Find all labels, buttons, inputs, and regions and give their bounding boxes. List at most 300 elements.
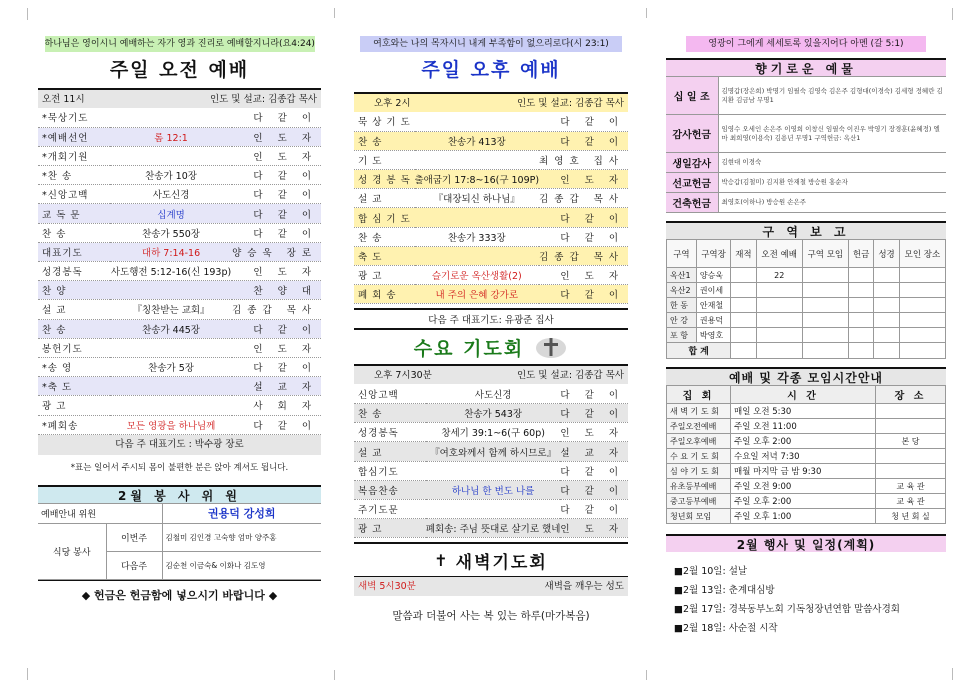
service-row bbox=[38, 108, 321, 127]
item-detail bbox=[110, 396, 232, 415]
schedule-title: 2월 행사 및 일정(계획) bbox=[666, 534, 946, 552]
district-enrolled bbox=[731, 268, 756, 283]
meeting-header-row bbox=[667, 386, 946, 404]
item-leader: 인 도 자 bbox=[539, 266, 628, 285]
staff-role: 예배안내 위원 bbox=[38, 503, 162, 523]
item-leader: 인 도 자 bbox=[232, 127, 321, 146]
info-column bbox=[666, 28, 946, 648]
item-detail: 내 주의 은혜 강가로 bbox=[415, 285, 540, 304]
praying-hands-icon bbox=[534, 334, 568, 360]
item-leader: 다 같 이 bbox=[539, 208, 628, 227]
item-name: 성 경 봉 독 bbox=[354, 170, 415, 189]
item-detail: 롬 12:1 bbox=[110, 127, 232, 146]
item-detail: 슬기로운 옥산생활(2) bbox=[415, 266, 540, 285]
district-cell bbox=[848, 343, 873, 359]
item-leader: 다 같 이 bbox=[560, 404, 628, 423]
item-detail: 출애굽기 17:8~16(구 109P) bbox=[415, 170, 540, 189]
district-row bbox=[667, 283, 946, 298]
item-leader: 인 도 자 bbox=[560, 519, 628, 538]
district-table bbox=[666, 239, 946, 359]
item-leader: 다 같 이 bbox=[232, 166, 321, 185]
item-name: *예배선언 bbox=[38, 127, 110, 146]
item-leader: 인 도 자 bbox=[232, 146, 321, 165]
service-header bbox=[38, 88, 321, 108]
service-row bbox=[354, 480, 628, 499]
item-detail: 사도행전 5:12-16(신 193p) bbox=[110, 262, 232, 281]
item-detail: 사도신경 bbox=[110, 185, 232, 204]
item-detail: 찬송가 550장 bbox=[110, 223, 232, 242]
item-leader: 다 같 이 bbox=[560, 461, 628, 480]
service-row bbox=[354, 170, 628, 189]
item-leader: 김종갑 목사 bbox=[539, 246, 628, 265]
dawn-info bbox=[354, 576, 628, 596]
service-row bbox=[354, 500, 628, 519]
item-leader: 김종갑 목사 bbox=[232, 300, 321, 319]
item-name: 광 고 bbox=[354, 266, 415, 285]
item-leader: 다 같 이 bbox=[539, 131, 628, 150]
district-cell bbox=[802, 343, 848, 359]
fold-mark bbox=[646, 8, 647, 18]
district-cell bbox=[802, 328, 848, 343]
district-col-header: 헌금 bbox=[848, 240, 873, 268]
item-leader: 인 도 자 bbox=[232, 262, 321, 281]
meeting-place: 청 년 회 실 bbox=[876, 509, 946, 524]
morning-service-column bbox=[38, 28, 321, 609]
district-cell bbox=[848, 268, 873, 283]
item-leader: 설 교 자 bbox=[560, 442, 628, 461]
item-name: 찬 송 bbox=[354, 404, 426, 423]
offering-row bbox=[666, 77, 946, 115]
order-of-worship bbox=[354, 112, 628, 304]
item-detail: 찬송가 445장 bbox=[110, 319, 232, 338]
district-cell bbox=[874, 298, 899, 313]
dawn-desc: 새벽을 깨우는 성도 bbox=[544, 581, 624, 593]
item-name: 찬 송 bbox=[38, 223, 110, 242]
district-cell bbox=[899, 313, 945, 328]
meeting-name: 중고등부예배 bbox=[667, 494, 731, 509]
item-name: *축 도 bbox=[38, 377, 110, 396]
wednesday-service-header bbox=[354, 364, 628, 384]
meeting-place bbox=[876, 464, 946, 479]
district-cell bbox=[899, 328, 945, 343]
district-col-header: 구역 모임 bbox=[802, 240, 848, 268]
service-row bbox=[38, 396, 321, 415]
item-name: 축 도 bbox=[354, 246, 415, 265]
meeting-name: 심 야 기 도 회 bbox=[667, 464, 731, 479]
item-leader: 사 회 자 bbox=[232, 396, 321, 415]
district-am bbox=[756, 283, 802, 298]
schedule-item: ■2월 17일: 경북동부노회 기독청장년연합 말씀사경회 bbox=[674, 604, 900, 615]
item-leader: 다 같 이 bbox=[539, 285, 628, 304]
district-leader: 양승욱 bbox=[696, 268, 730, 283]
district-area: 포 항 bbox=[667, 328, 697, 343]
item-detail bbox=[110, 281, 232, 300]
district-col-header: 성경 bbox=[874, 240, 899, 268]
order-of-worship bbox=[38, 108, 321, 435]
district-cell bbox=[874, 328, 899, 343]
offering-row bbox=[666, 115, 946, 153]
meeting-place bbox=[876, 404, 946, 419]
meeting-row bbox=[667, 449, 946, 464]
item-detail: 모든 영광을 하나님께 bbox=[110, 415, 232, 434]
service-row bbox=[38, 204, 321, 223]
item-leader: 설 교 자 bbox=[232, 377, 321, 396]
crop-mark bbox=[16, 668, 28, 680]
next-prayer: 다음 주 대표기도 : 박수광 장로 bbox=[38, 435, 321, 455]
service-row bbox=[38, 338, 321, 357]
district-cell bbox=[874, 268, 899, 283]
item-name: 묵 상 기 도 bbox=[354, 112, 415, 131]
crop-mark bbox=[952, 668, 964, 680]
meeting-name: 청년회 모임 bbox=[667, 509, 731, 524]
meeting-time: 주일 오전 11:00 bbox=[731, 419, 876, 434]
meeting-place: 교 육 관 bbox=[876, 494, 946, 509]
fold-mark bbox=[334, 670, 335, 680]
meeting-time: 매일 오전 5:30 bbox=[731, 404, 876, 419]
service-row bbox=[354, 519, 628, 538]
item-name: 설 교 bbox=[354, 189, 415, 208]
item-leader: 인 도 자 bbox=[539, 170, 628, 189]
district-area: 옥산1 bbox=[667, 268, 697, 283]
offering-notice: ◆ 헌금은 헌금함에 넣으시기 바랍니다 ◆ bbox=[38, 580, 321, 609]
service-row bbox=[354, 150, 628, 169]
service-row bbox=[38, 166, 321, 185]
district-am bbox=[756, 298, 802, 313]
offering-table bbox=[666, 76, 946, 213]
district-cell bbox=[848, 328, 873, 343]
service-leader: 인도 및 설교: 김종갑 목사 bbox=[209, 94, 317, 105]
meeting-title: 예배 및 각종 모임시간안내 bbox=[666, 367, 946, 385]
item-name: 기 도 bbox=[354, 150, 415, 169]
meeting-col-header: 집 회 bbox=[667, 386, 731, 404]
item-name: 교 독 문 bbox=[38, 204, 110, 223]
wednesday-time: 오후 7시30분 bbox=[374, 370, 432, 382]
offering-title: 향기로운 예물 bbox=[666, 58, 946, 76]
item-leader: 인 도 자 bbox=[560, 423, 628, 442]
staff-week: 다음주 bbox=[106, 551, 162, 579]
crop-mark bbox=[16, 8, 28, 20]
district-area: 한 동 bbox=[667, 298, 697, 313]
offering-label: 건축헌금 bbox=[666, 193, 718, 213]
service-leader: 인도 및 설교: 김종갑 목사 bbox=[516, 98, 624, 109]
item-leader: 다 같 이 bbox=[560, 480, 628, 499]
fold-mark bbox=[334, 8, 335, 18]
item-detail: 찬송가 10장 bbox=[110, 166, 232, 185]
meeting-row bbox=[667, 434, 946, 449]
item-name: 찬 송 bbox=[354, 131, 415, 150]
service-row bbox=[354, 404, 628, 423]
item-leader: 다 같 이 bbox=[232, 223, 321, 242]
item-leader: 다 같 이 bbox=[539, 112, 628, 131]
item-name: 신앙고백 bbox=[354, 384, 426, 403]
item-leader: 양승욱 장로 bbox=[232, 242, 321, 261]
standing-note: *표는 일어서 주시되 몸이 불편한 분은 앉아 계셔도 됩니다. bbox=[70, 462, 289, 473]
meeting-time: 주일 오후 1:00 bbox=[731, 509, 876, 524]
schedule-item: ■2월 13일: 춘계대심방 bbox=[674, 585, 775, 596]
service-row bbox=[38, 319, 321, 338]
offering-row bbox=[666, 173, 946, 193]
service-row bbox=[38, 300, 321, 319]
offering-names: 김명갑(장은희) 박명기 임필숙 김영숙 김은주 김형대(이경숙) 김세형 정혜란 김지환 김금남 무명1 bbox=[718, 77, 946, 115]
staff-names: 김철미 김인경 고숙향 엄마 양주홍 bbox=[162, 523, 321, 551]
fold-mark bbox=[646, 670, 647, 680]
item-detail bbox=[110, 377, 232, 396]
offering-names: 김현대 이경숙 bbox=[718, 153, 946, 173]
meeting-name: 주일오후예배 bbox=[667, 434, 731, 449]
meeting-name: 유초등부예배 bbox=[667, 479, 731, 494]
district-am bbox=[756, 328, 802, 343]
dawn-header bbox=[354, 542, 628, 576]
district-area: 옥산2 bbox=[667, 283, 697, 298]
district-enrolled bbox=[731, 283, 756, 298]
meeting-time: 주일 오전 9:00 bbox=[731, 479, 876, 494]
item-name: 찬 양 bbox=[38, 281, 110, 300]
page-title: 주일 오후 예배 bbox=[421, 59, 561, 81]
item-detail bbox=[415, 150, 540, 169]
service-row bbox=[38, 281, 321, 300]
offering-row bbox=[666, 153, 946, 173]
service-row bbox=[354, 112, 628, 131]
meeting-time: 주일 오후 2:00 bbox=[731, 494, 876, 509]
item-name: 주기도문 bbox=[354, 500, 426, 519]
staff-names: 김순천 이금숙& 이화나 김도영 bbox=[162, 551, 321, 579]
district-enrolled bbox=[731, 298, 756, 313]
item-name: 찬 송 bbox=[354, 227, 415, 246]
item-detail: 『칭찬받는 교회』 bbox=[110, 300, 232, 319]
verse-banner: 하나님은 영이시니 예배하는 자가 영과 진리로 예배할지니라(요4:24) bbox=[45, 36, 315, 52]
service-row bbox=[38, 185, 321, 204]
meeting-row bbox=[667, 404, 946, 419]
wednesday-title: 수요 기도회 bbox=[413, 337, 525, 360]
service-time: 오후 2시 bbox=[374, 98, 411, 109]
item-detail: 찬송가 5장 bbox=[110, 357, 232, 376]
district-col-header: 재적 bbox=[731, 240, 756, 268]
district-leader: 권용덕 bbox=[696, 313, 730, 328]
district-col-header: 모인 장소 bbox=[899, 240, 945, 268]
service-row bbox=[354, 442, 628, 461]
service-row bbox=[38, 127, 321, 146]
offering-label: 선교헌금 bbox=[666, 173, 718, 193]
offering-names: 임영수 오세인 손은주 이영희 이창신 임필숙 이진우 박영기 장경훈(윤혜정) 엘마 최희영(이용숙) 김용년 무명1 구역헌금: 옥산1 bbox=[718, 115, 946, 153]
meeting-table bbox=[666, 385, 946, 524]
item-detail bbox=[110, 108, 232, 127]
item-name: 설 교 bbox=[38, 300, 110, 319]
district-cell bbox=[802, 298, 848, 313]
district-enrolled bbox=[731, 328, 756, 343]
district-total-row bbox=[667, 343, 946, 359]
district-header-row bbox=[667, 240, 946, 268]
verse-banner: 영광이 그에게 세세토록 있을지어다 아멘 (갈 5:1) bbox=[686, 36, 926, 52]
meeting-row bbox=[667, 479, 946, 494]
service-row bbox=[38, 262, 321, 281]
district-row bbox=[667, 313, 946, 328]
item-leader: 다 같 이 bbox=[560, 500, 628, 519]
item-name: 복음찬송 bbox=[354, 480, 426, 499]
item-detail: 폐회송: 주님 뜻대로 살기로 했네 bbox=[426, 519, 561, 538]
district-cell bbox=[899, 268, 945, 283]
offering-label: 십 일 조 bbox=[666, 77, 718, 115]
cross-icon: ✝ bbox=[434, 550, 448, 570]
item-name: 광 고 bbox=[354, 519, 426, 538]
meeting-time: 매월 마지막 금 밤 9:30 bbox=[731, 464, 876, 479]
item-detail bbox=[415, 208, 540, 227]
service-row bbox=[354, 189, 628, 208]
district-cell bbox=[899, 298, 945, 313]
district-title: 구 역 보 고 bbox=[666, 221, 946, 239]
district-leader: 권이세 bbox=[696, 283, 730, 298]
item-name: 합 심 기 도 bbox=[354, 208, 415, 227]
district-am bbox=[756, 313, 802, 328]
wednesday-order bbox=[354, 384, 628, 538]
service-row bbox=[38, 377, 321, 396]
meeting-time: 수요일 저녁 7:30 bbox=[731, 449, 876, 464]
staff-title: 2월 봉 사 위 원 bbox=[38, 485, 321, 503]
district-cell bbox=[848, 313, 873, 328]
staff-week: 이번주 bbox=[106, 523, 162, 551]
item-name: 봉헌기도 bbox=[38, 338, 110, 357]
meeting-name: 주일오전예배 bbox=[667, 419, 731, 434]
item-leader: 김종갑 목사 bbox=[539, 189, 628, 208]
meeting-place bbox=[876, 419, 946, 434]
meeting-row bbox=[667, 494, 946, 509]
item-name: *폐회송 bbox=[38, 415, 110, 434]
district-cell bbox=[874, 283, 899, 298]
item-leader: 다 같 이 bbox=[232, 357, 321, 376]
item-leader: 찬 양 대 bbox=[232, 281, 321, 300]
item-detail: 찬송가 413장 bbox=[415, 131, 540, 150]
offering-label: 생일감사 bbox=[666, 153, 718, 173]
meeting-col-header: 장 소 bbox=[876, 386, 946, 404]
item-leader: 다 같 이 bbox=[232, 319, 321, 338]
item-detail bbox=[426, 461, 561, 480]
offering-row bbox=[666, 193, 946, 213]
verse-banner: 여호와는 나의 목자시니 내게 부족함이 없으리로다(시 23:1) bbox=[360, 36, 622, 52]
service-row bbox=[354, 461, 628, 480]
item-name: *찬 송 bbox=[38, 166, 110, 185]
meeting-place: 본 당 bbox=[876, 434, 946, 449]
district-row bbox=[667, 268, 946, 283]
dawn-title: 새벽기도회 bbox=[455, 552, 548, 573]
schedule-item: ■2월 18일: 사순절 시작 bbox=[674, 623, 778, 634]
item-leader: 다 같 이 bbox=[232, 415, 321, 434]
service-row bbox=[354, 227, 628, 246]
district-cell bbox=[802, 313, 848, 328]
district-cell bbox=[756, 343, 802, 359]
meeting-row bbox=[667, 419, 946, 434]
item-leader: 최영호 집사 bbox=[539, 150, 628, 169]
item-detail bbox=[426, 500, 561, 519]
district-row bbox=[667, 298, 946, 313]
service-row bbox=[38, 242, 321, 261]
item-name: *신앙고백 bbox=[38, 185, 110, 204]
item-name: *개회기원 bbox=[38, 146, 110, 165]
district-cell bbox=[874, 343, 899, 359]
service-time: 오전 11시 bbox=[42, 94, 85, 105]
item-detail bbox=[415, 112, 540, 131]
item-name: 광 고 bbox=[38, 396, 110, 415]
district-col-header: 구역 bbox=[667, 240, 697, 268]
staff-table bbox=[38, 503, 321, 580]
item-leader: 다 같 이 bbox=[560, 384, 628, 403]
district-area: 안 강 bbox=[667, 313, 697, 328]
service-row bbox=[354, 246, 628, 265]
district-enrolled bbox=[731, 313, 756, 328]
service-header bbox=[354, 92, 628, 112]
offering-names: 박승갑(김철미) 김지환 안재철 방승원 홍순자 bbox=[718, 173, 946, 193]
item-detail: 사도신경 bbox=[426, 384, 561, 403]
district-leader: 박영호 bbox=[696, 328, 730, 343]
district-cell bbox=[802, 268, 848, 283]
item-detail: 하나님 한 번도 나를 bbox=[426, 480, 561, 499]
wednesday-header bbox=[354, 330, 628, 364]
district-col-header: 구역장 bbox=[696, 240, 730, 268]
district-col-header: 오전 예배 bbox=[756, 240, 802, 268]
item-detail: 창세기 39:1~6(구 60p) bbox=[426, 423, 561, 442]
service-row bbox=[38, 357, 321, 376]
item-leader: 다 같 이 bbox=[232, 108, 321, 127]
offering-names: 최영호(이하나) 방승원 손은주 bbox=[718, 193, 946, 213]
service-row bbox=[38, 415, 321, 434]
dawn-time: 새벽 5시30분 bbox=[358, 581, 416, 593]
meeting-place bbox=[876, 449, 946, 464]
afternoon-service-column bbox=[354, 28, 628, 623]
item-name: *묵상기도 bbox=[38, 108, 110, 127]
district-cell bbox=[874, 313, 899, 328]
meeting-place: 교 육 관 bbox=[876, 479, 946, 494]
item-detail: 『여호와께서 함께 하시므로』 bbox=[426, 442, 561, 461]
item-name: 폐 회 송 bbox=[354, 285, 415, 304]
item-leader: 인 도 자 bbox=[232, 338, 321, 357]
item-detail: 찬송가 333장 bbox=[415, 227, 540, 246]
district-cell bbox=[731, 343, 756, 359]
service-row bbox=[354, 131, 628, 150]
district-cell bbox=[899, 283, 945, 298]
district-cell bbox=[848, 283, 873, 298]
item-name: 성경봉독 bbox=[354, 423, 426, 442]
item-name: 합심기도 bbox=[354, 461, 426, 480]
item-name: 설 교 bbox=[354, 442, 426, 461]
item-detail bbox=[110, 338, 232, 357]
meeting-col-header: 시 간 bbox=[731, 386, 876, 404]
service-row bbox=[354, 266, 628, 285]
item-name: 성경봉독 bbox=[38, 262, 110, 281]
item-detail: 『대장되신 하나님』 bbox=[415, 189, 540, 208]
wednesday-leader: 인도 및 설교: 김종갑 목사 bbox=[516, 370, 624, 382]
meeting-name: 새 벽 기 도 회 bbox=[667, 404, 731, 419]
item-detail: 대하 7:14-16 bbox=[110, 242, 232, 261]
service-row bbox=[38, 146, 321, 165]
schedule-item: ■2월 10일: 설날 bbox=[674, 566, 748, 577]
item-detail bbox=[415, 246, 540, 265]
next-prayer: 다음 주 대표기도: 유광준 집사 bbox=[354, 308, 628, 330]
meeting-row bbox=[667, 464, 946, 479]
item-detail: 십계명 bbox=[110, 204, 232, 223]
district-cell bbox=[802, 283, 848, 298]
district-am: 22 bbox=[756, 268, 802, 283]
item-name: 대표기도 bbox=[38, 242, 110, 261]
page-title: 주일 오전 예배 bbox=[109, 59, 250, 81]
district-leader: 안재철 bbox=[696, 298, 730, 313]
staff-names: 권용덕 강성희 bbox=[162, 503, 321, 523]
item-leader: 다 같 이 bbox=[539, 227, 628, 246]
item-detail: 찬송가 543장 bbox=[426, 404, 561, 423]
item-name: *송 영 bbox=[38, 357, 110, 376]
service-row bbox=[354, 384, 628, 403]
crop-mark bbox=[952, 8, 964, 20]
item-name: 찬 송 bbox=[38, 319, 110, 338]
staff-role: 식당 봉사 bbox=[38, 523, 106, 579]
dawn-closing: 말씀과 더불어 사는 복 있는 하루(마가복음) bbox=[392, 610, 590, 623]
